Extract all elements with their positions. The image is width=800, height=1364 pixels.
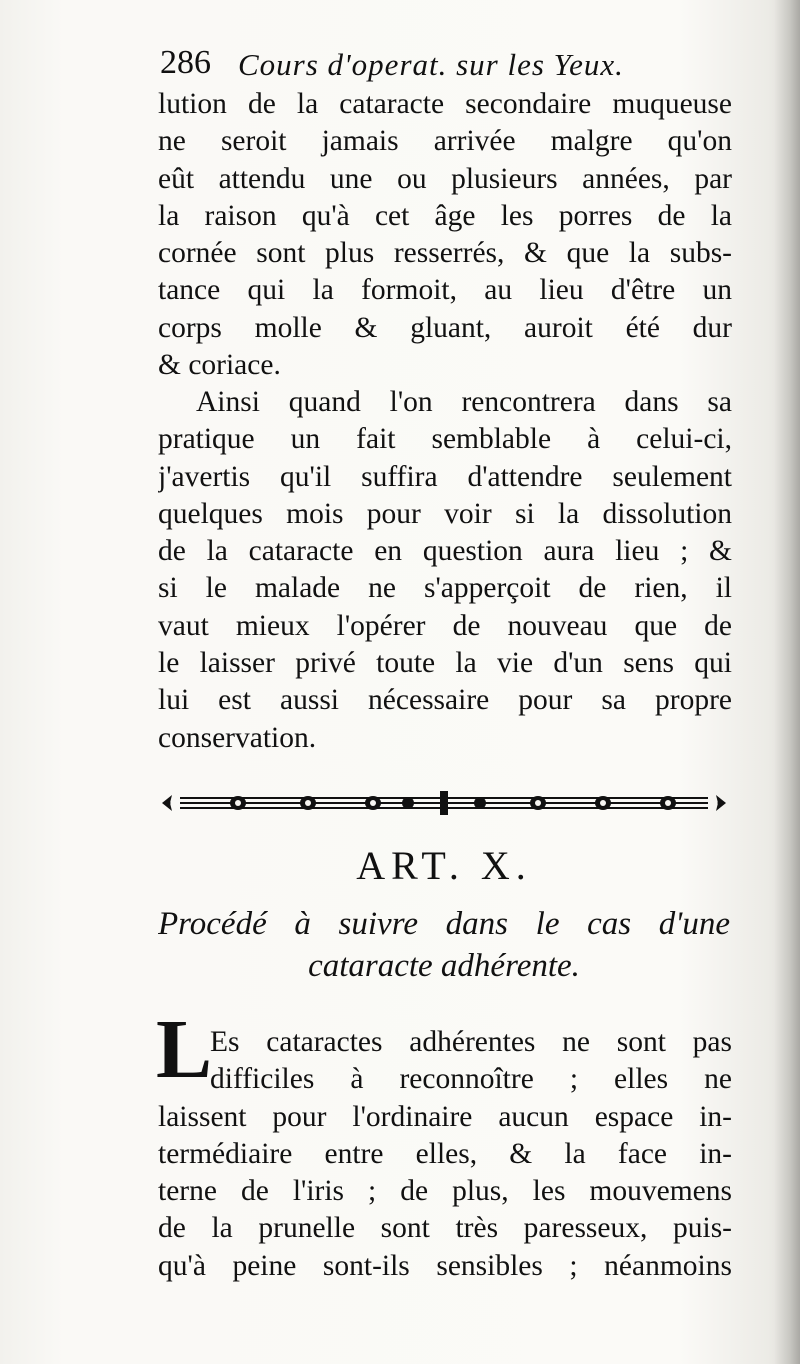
text-line: tance qui la formoit, au lieu d'être un [158, 274, 732, 307]
text-line: & coriace. [158, 349, 281, 382]
drop-cap: L [156, 1003, 213, 1096]
text-line: ne seroit jamais arrivée malgre qu'on [158, 125, 732, 158]
text-line: Es cataractes adhérentes ne sont pas [210, 1026, 732, 1058]
page-number: 286 [160, 44, 211, 81]
text-line: de la prunelle sont très paresseux, puis- [158, 1212, 732, 1245]
text-line: corps molle & gluant, auroit été dur [158, 311, 732, 344]
paragraph-2 [158, 384, 732, 757]
text-line: termédiaire entre elles, & la face in- [158, 1137, 732, 1170]
paragraph-1 [158, 86, 732, 384]
page-edge-shadow [774, 0, 800, 1364]
text-line: le laisser privé toute la vie d'un sens qui [158, 647, 732, 680]
text-line: conservation. [158, 721, 317, 754]
text-line: lui est aussi nécessaire pour sa propre [158, 684, 732, 717]
text-line: qu'à peine sont-ils sensibles ; néanmoins [158, 1249, 732, 1282]
text-line: si le malade ne s'apperçoit de rien, il [158, 572, 732, 605]
text-line: cornée sont plus resserrés, & que la subs- [158, 237, 732, 270]
text-line: la raison qu'à cet âge les porres de la [158, 199, 732, 232]
article-subtitle-line-1: Procédé à suivre dans le cas d'une [158, 906, 730, 942]
text-line: lution de la cataracte secondaire muqueuse [158, 88, 732, 120]
article-subtitle-line-2: cataracte adhérente. [308, 948, 580, 984]
text-line: vaut mieux l'opérer de nouveau que de [158, 609, 732, 642]
text-line: j'avertis qu'il suffira d'attendre seulement [158, 460, 732, 493]
text-line: laissent pour l'ordinaire aucun espace in- [158, 1100, 732, 1133]
paragraph-3 [158, 1024, 732, 1285]
decorative-rule-ornament [158, 785, 730, 821]
text-line: pratique un fait semblable à celui-ci, [158, 423, 732, 456]
text-line: de la cataracte en question aura lieu ; & [158, 535, 732, 568]
running-head: Cours d'operat. sur les Yeux. [238, 47, 624, 82]
page-header [160, 38, 730, 88]
text-line: terne de l'iris ; de plus, les mouvemens [158, 1175, 732, 1208]
article-heading: ART. X. [356, 843, 532, 888]
text-line: Ainsi quand l'on rencontrera dans sa [196, 386, 732, 418]
text-line: quelques mois pour voir si la dissolution [158, 497, 732, 530]
text-line: difficiles à reconnoître ; elles ne [210, 1063, 732, 1096]
text-line: eût attendu une ou plusieurs années, par [158, 162, 732, 195]
